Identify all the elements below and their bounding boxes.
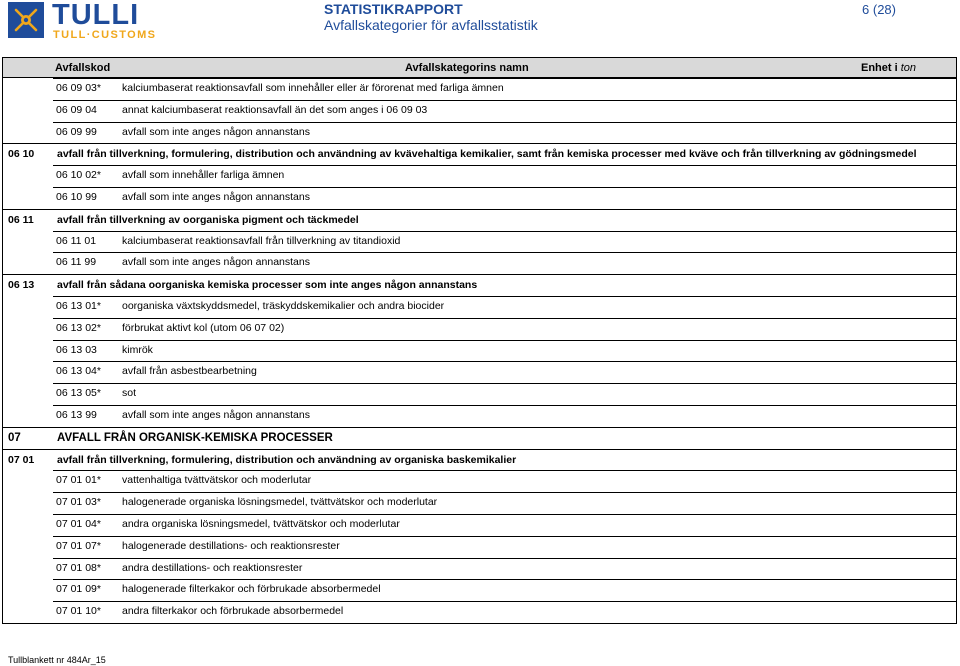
table-row <box>3 492 956 514</box>
table-chapter-row <box>3 427 956 449</box>
waste-category-name: kalciumbaserat reaktionsavfall från tillverkning av titandioxid <box>122 234 401 247</box>
tulli-logo <box>8 2 203 42</box>
waste-code: 06 11 99 <box>56 256 97 269</box>
waste-code: 06 11 01 <box>56 234 97 247</box>
table-row <box>3 536 956 558</box>
waste-code: 06 13 03 <box>56 343 97 356</box>
waste-category-name: avfall från tillverkning, formulering, distribution och användning av kvävehaltiga kemikalier, samt från kemiska processer med kväve och från tillverkning av gödningsmedel <box>57 148 917 161</box>
table-row <box>3 318 956 340</box>
table-row <box>3 579 956 601</box>
waste-category-name: annat kalciumbaserat reaktionsavfall än det som anges i 06 09 03 <box>122 103 428 116</box>
table-row <box>3 383 956 405</box>
waste-category-name: avfall från sådana oorganiska kemiska processer som inte anges någon annanstans <box>57 279 478 292</box>
waste-category-name: AVFALL FRÅN ORGANISK-KEMISKA PROCESSER <box>57 431 333 444</box>
waste-category-name: kalciumbaserat reaktionsavfall som innehåller eller är förorenat med farliga ämnen <box>122 82 504 94</box>
column-header-code: Avfallskod <box>55 62 111 74</box>
waste-code: 07 01 10* <box>56 605 101 618</box>
waste-category-name: förbrukat aktivt kol (utom 06 07 02) <box>122 321 285 334</box>
waste-category-name: avfall som inte anges någon annanstans <box>122 125 310 138</box>
table-header-row <box>3 58 956 78</box>
report-type: STATISTIKRAPPORT <box>324 1 463 17</box>
waste-category-name: avfall som inte anges någon annanstans <box>122 256 310 269</box>
waste-code: 07 01 01* <box>56 474 101 487</box>
table-row <box>3 601 956 623</box>
waste-category-name: avfall från tillverkning av oorganiska pigment och täckmedel <box>57 213 359 226</box>
unit-value: ton <box>900 62 917 74</box>
table-row <box>3 165 956 187</box>
waste-category-name: avfall som inte anges någon annanstans <box>122 409 310 421</box>
waste-category-name: halogenerade destillations- och reaktionsrester <box>122 539 340 552</box>
logo-subtext: TULL·CUSTOMS <box>53 29 157 41</box>
waste-category-name: sot <box>122 387 137 400</box>
waste-code: 06 10 02* <box>56 169 101 182</box>
table-row <box>3 122 956 144</box>
waste-category-name: andra destillations- och reaktionsrester <box>122 561 303 574</box>
table-row <box>3 100 956 122</box>
column-header-name: Avfallskategorins namn <box>405 62 529 74</box>
waste-code: 06 09 04 <box>56 103 97 116</box>
waste-code: 06 10 99 <box>56 191 97 203</box>
table-row <box>3 361 956 383</box>
waste-code: 06 09 03* <box>56 82 101 94</box>
waste-code: 06 10 <box>8 148 35 161</box>
table-row <box>3 252 956 274</box>
waste-code: 06 13 04* <box>56 365 101 378</box>
waste-code: 07 01 07* <box>56 539 101 552</box>
table-group-row <box>3 209 956 231</box>
logo-wordmark: TULLI <box>52 0 140 31</box>
table-row <box>3 514 956 536</box>
customs-emblem-icon <box>8 2 44 38</box>
waste-code: 06 09 99 <box>56 125 97 138</box>
waste-code: 07 01 08* <box>56 561 101 574</box>
waste-category-name: kimrök <box>122 343 153 356</box>
waste-code: 07 01 03* <box>56 496 101 509</box>
waste-code: 07 01 04* <box>56 518 101 530</box>
table-row <box>3 340 956 362</box>
waste-category-name: halogenerade filterkakor och förbrukade absorbermedel <box>122 583 381 596</box>
table-row <box>3 231 956 253</box>
table-group-row <box>3 449 956 471</box>
report-header <box>0 0 960 56</box>
waste-category-name: andra filterkakor och förbrukade absorbermedel <box>122 605 344 618</box>
waste-code: 06 13 99 <box>56 409 97 421</box>
waste-category-name: avfall som inte anges någon annanstans <box>122 191 310 203</box>
waste-code: 07 <box>8 431 21 444</box>
waste-code: 06 13 <box>8 279 35 292</box>
table-row <box>3 187 956 209</box>
column-header-unit <box>861 62 916 74</box>
waste-code: 06 13 05* <box>56 387 101 400</box>
table-group-row <box>3 274 956 296</box>
waste-category-name: halogenerade organiska lösningsmedel, tvättvätskor och moderlutar <box>122 496 438 509</box>
waste-category-name: vattenhaltiga tvättvätskor och moderlutar <box>122 474 312 487</box>
table-group-row <box>3 143 956 165</box>
table-row <box>3 296 956 318</box>
page-number: 6 (28) <box>862 2 896 17</box>
waste-code: 07 01 <box>8 453 35 466</box>
table-row <box>3 470 956 492</box>
waste-category-name: avfall från asbestbearbetning <box>122 365 257 378</box>
waste-category-name: andra organiska lösningsmedel, tvättvätskor och moderlutar <box>122 518 400 530</box>
form-number: Tullblankett nr 484Ar_15 <box>8 655 106 665</box>
waste-code: 06 13 01* <box>56 300 101 312</box>
table-row <box>3 405 956 427</box>
waste-category-name: avfall från tillverkning, formulering, distribution och användning av organiska baskemikalier <box>57 453 517 466</box>
waste-category-name: oorganiska växtskyddsmedel, träskyddskemikalier och andra biocider <box>122 300 445 312</box>
table-row <box>3 78 956 100</box>
waste-code: 06 11 <box>8 213 34 226</box>
table-row <box>3 558 956 580</box>
waste-code: 07 01 09* <box>56 583 101 596</box>
report-title: Avfallskategorier för avfallsstatistik <box>324 17 538 33</box>
waste-category-table <box>2 57 957 624</box>
waste-code: 06 13 02* <box>56 321 101 334</box>
unit-label: Enhet i <box>861 62 898 74</box>
waste-category-name: avfall som innehåller farliga ämnen <box>122 169 285 182</box>
